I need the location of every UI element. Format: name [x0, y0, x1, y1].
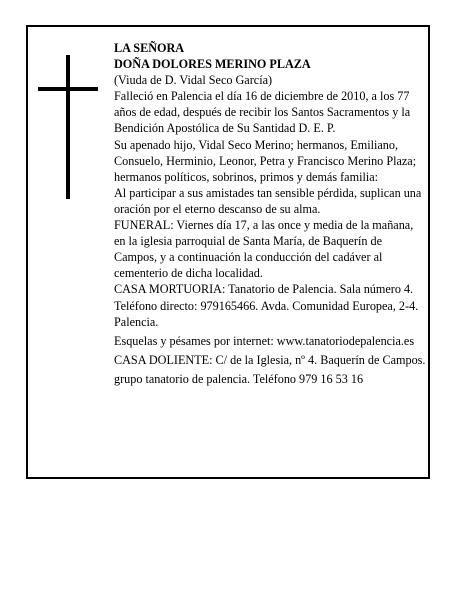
- funeral-details: FUNERAL: Viernes día 17, a las once y media de la mañana, en la iglesia parroquial de Santa María, de Baquerín de Campos, y a continuación la conducción del cadáver al cementerio de dicha localidad.: [114, 218, 414, 281]
- cross-horizontal-bar: [38, 87, 98, 91]
- family-list: Su apenado hijo, Vidal Seco Merino; hermanos, Emiliano, Consuelo, Herminio, Leonor, Petra y Francisco Merino Plaza; hermanos políticos, sobrinos, primos y demás familia:: [114, 137, 417, 184]
- notice-title: LA SEÑORA: [114, 41, 185, 55]
- grieving-home: CASA DOLIENTE: C/ de la Iglesia, nº 4. Baquerín de Campos.: [114, 352, 426, 367]
- cross-icon: [38, 55, 98, 199]
- cross-vertical-bar: [66, 55, 70, 199]
- deceased-name: DOÑA DOLORES MERINO PLAZA: [114, 57, 311, 72]
- internet-condolences: Esquelas y pésames por internet: www.tanatoriodepalencia.es: [114, 333, 415, 348]
- widow-of: (Viuda de D. Vidal Seco García): [114, 73, 273, 88]
- obituary-notice: [26, 25, 430, 479]
- prayer-request: Al participar a sus amistades tan sensible pérdida, suplican una oración por el eterno descanso de su alma.: [114, 185, 422, 216]
- notice-text: [114, 40, 426, 387]
- death-details: Falleció en Palencia el día 16 de diciembre de 2010, a los 77 años de edad, después de recibir los Santos Sacramentos y la Bendición Apostólica de Su Santidad D. E. P.: [114, 89, 411, 136]
- mortuary-details: CASA MORTUORIA: Tanatorio de Palencia. Sala número 4. Teléfono directo: 979165466. Avda. Comunidad Europea, 2-4. Palencia.: [114, 282, 419, 329]
- footer-contact: grupo tanatorio de palencia. Teléfono 979 16 53 16: [114, 371, 364, 386]
